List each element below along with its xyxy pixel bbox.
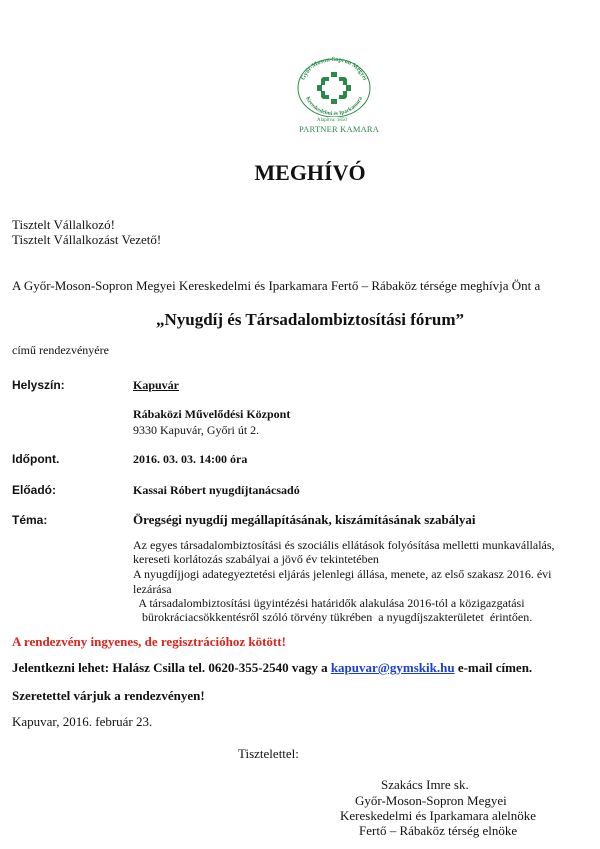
speaker-label: Előadó: (12, 483, 56, 497)
page-title: MEGHÍVÓ (254, 160, 366, 185)
closing-text: Szeretettel várjuk a rendezvényen! (12, 688, 205, 703)
signature-name: Szakács Imre sk. (381, 777, 469, 792)
signature-line-3: Fertő – Rábaköz térség elnöke (359, 823, 518, 838)
logo-partner-text: PARTNER KAMARA (299, 124, 380, 134)
location-address: 9330 Kapuvár, Győri út 2. (133, 423, 260, 437)
registration-suffix: e-mail címen. (457, 660, 533, 675)
event-suffix: című rendezvényére (12, 343, 109, 357)
place-date: Kapuvar, 2016. február 23. (12, 714, 153, 729)
greeting-line-2: Tisztelt Vállalkozást Vezető! (12, 232, 162, 247)
email-link[interactable]: kapuvar@gymskik.hu (330, 660, 455, 675)
speaker-value: Kassai Róbert nyugdíjtanácsadó (133, 483, 300, 497)
topic-detail: A társadalombiztosítási ügyintézési határidők alakulása 2016-tól a közigazgatási (133, 596, 525, 610)
topic-label: Téma: (12, 513, 48, 527)
topic-value: Öregségi nyugdíj megállapításának, kiszámításának szabályai (133, 512, 476, 527)
logo-emblem (317, 72, 351, 104)
time-label: Időpont. (12, 452, 60, 466)
registration-line (12, 660, 532, 676)
topic-detail: lezárása (133, 582, 172, 596)
location-label: Helyszín: (12, 378, 65, 392)
signature-line-1: Győr-Moson-Sopron Megyei (355, 793, 507, 808)
logo-ring-bottom-text: Kereskedelmi és Iparkamara (304, 95, 364, 117)
forum-title: „Nyugdíj és Társadalombiztosítási fórum” (155, 310, 465, 329)
intro-text: A Győr-Moson-Sopron Megyei Kereskedelmi és Iparkamara Fertő – Rábaköz térsége meghívja Önt a (12, 278, 541, 293)
topic-detail: A nyugdíjjogi adategyeztetési eljárás jelenlegi állása, menete, az első szakasz 2016. évi (133, 567, 552, 581)
location-city: Kapuvár (133, 378, 180, 392)
topic-detail: kereseti korlátozás szabályai a jövő év tekintetében (133, 552, 379, 566)
greeting-line-1: Tisztelt Vállalkozó! (12, 217, 115, 232)
chamber-seal-icon (295, 55, 373, 117)
time-value: 2016. 03. 03. 14:00 óra (133, 452, 248, 466)
location-venue: Rábaközi Művelődési Központ (133, 407, 291, 421)
salutation: Tisztelettel: (238, 746, 299, 761)
logo-ring-top-text: Győr-Moson-Sopron Megyei (299, 55, 369, 82)
topic-detail: Az egyes társadalombiztosítási és szociális ellátások folyósítása melletti munkavállalás, (133, 538, 555, 552)
registration-prefix: Jelentkezni lehet: Halász Csilla tel. 0620-355-2540 vagy a (12, 660, 328, 675)
free-notice: A rendezvény ingyenes, de regisztrációhoz kötött! (12, 634, 286, 649)
chamber-logo (295, 55, 380, 135)
topic-detail: bürokráciacsökkentésről szóló törvény tükrében a nyugdíjszakterületet érintően. (133, 610, 533, 624)
logo-founded: Alapítva: 1850 (317, 118, 347, 123)
signature-line-2: Kereskedelmi és Iparkamara alelnöke (340, 808, 536, 823)
svg-text:Győr-Moson-Sopron Megyei (300, 56, 369, 81)
